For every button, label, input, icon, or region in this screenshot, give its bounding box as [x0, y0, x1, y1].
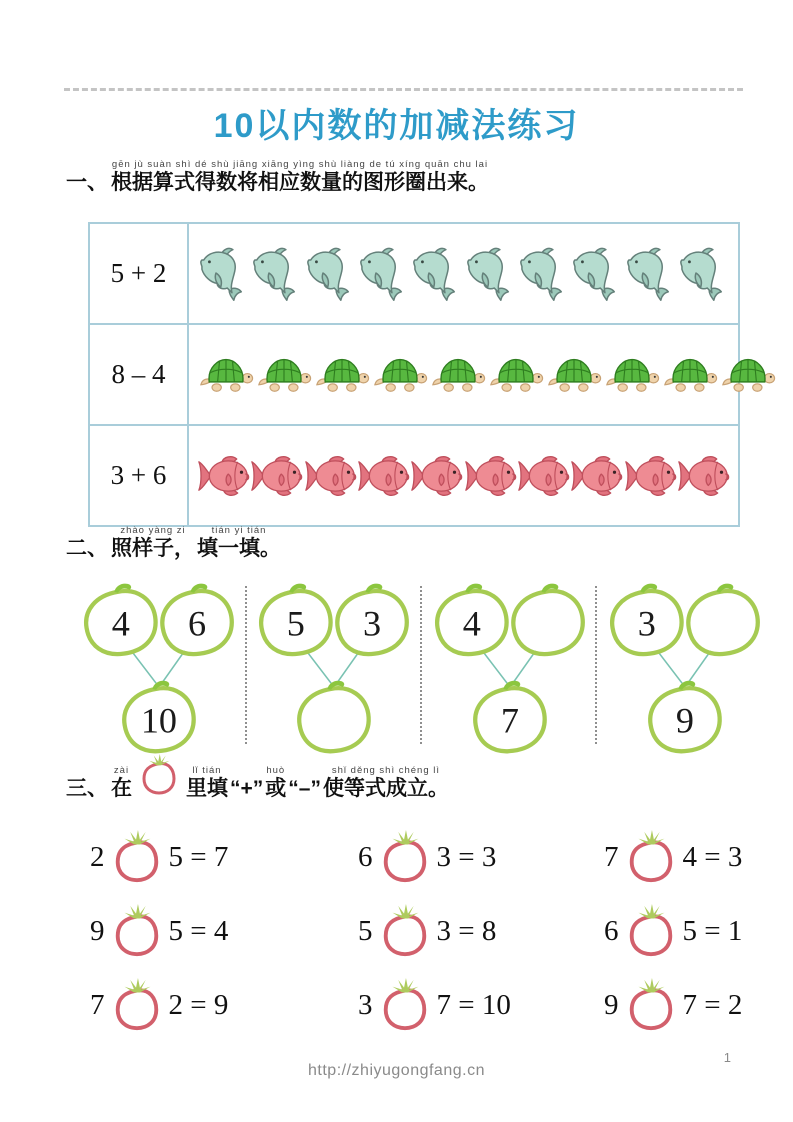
dolphin-icon[interactable] — [570, 244, 623, 304]
equation-left-number: 5 — [358, 914, 373, 947]
turtle-icon[interactable] — [371, 354, 429, 395]
table-row — [90, 224, 738, 323]
number-bond — [604, 578, 764, 756]
equation-left-number: 6 — [604, 914, 619, 947]
dolphin-icon[interactable] — [624, 244, 677, 304]
dolphin-icon[interactable] — [250, 244, 303, 304]
turtle-icon[interactable] — [545, 354, 603, 395]
tomato-operator-slot[interactable] — [624, 830, 678, 884]
svg-text:6: 6 — [188, 603, 207, 644]
tomato-operator-slot — [136, 754, 182, 796]
fish-icon[interactable] — [570, 453, 623, 499]
equations-grid — [90, 820, 743, 1042]
equation-right-part: 5 = 1 — [682, 914, 743, 947]
dolphin-icon[interactable] — [304, 244, 357, 304]
turtle-icon[interactable] — [429, 354, 487, 395]
dotted-divider — [595, 586, 597, 744]
expression-cell: 8 – 4 — [90, 325, 189, 424]
section3-heading — [66, 754, 450, 801]
bond-circle — [437, 584, 506, 655]
section3-part-chengli: shǐ děng shì chéng lì 使等式成立。 — [322, 764, 449, 800]
equation-right-part: 2 = 9 — [168, 988, 229, 1021]
section3-part-huo: huò 或 — [265, 764, 287, 800]
equation — [358, 830, 604, 884]
equation-left-number: 9 — [604, 988, 619, 1021]
animals-cell — [189, 325, 785, 424]
number-bond-group — [429, 578, 589, 761]
section1-pinyin: gēn jù suàn shì dé shù jiāng xiāng yìng shù liàng de tú xíng quān chu lai — [111, 159, 489, 170]
tomato-operator-slot[interactable] — [624, 978, 678, 1032]
dolphin-icon[interactable] — [410, 244, 463, 304]
equation-left-number: 6 — [358, 840, 373, 873]
page-number: 1 — [723, 1050, 731, 1065]
equation — [90, 904, 358, 958]
equation-left-number: 7 — [604, 840, 619, 873]
svg-text:10: 10 — [140, 700, 178, 741]
turtle-icon[interactable] — [661, 354, 719, 395]
equation — [358, 904, 604, 958]
fish-icon[interactable] — [624, 453, 677, 499]
equation-left-number: 9 — [90, 914, 105, 947]
section3-part-zai: zài 在 — [111, 764, 132, 800]
expression-cell: 3 + 6 — [90, 426, 189, 525]
equation — [604, 904, 742, 958]
dolphin-icon[interactable] — [197, 244, 250, 304]
equation — [90, 830, 358, 884]
table-row — [90, 424, 738, 525]
turtle-icon[interactable] — [719, 354, 777, 395]
dolphin-icon[interactable] — [357, 244, 410, 304]
tomato-operator-slot[interactable] — [378, 830, 432, 884]
dolphin-icon[interactable] — [517, 244, 570, 304]
dolphin-icon[interactable] — [677, 244, 730, 304]
bond-circle[interactable] — [300, 681, 369, 752]
equation-right-part: 7 = 2 — [682, 988, 743, 1021]
section2-heading — [66, 524, 282, 561]
tomato-operator-slot[interactable] — [110, 830, 164, 884]
equation-right-part: 7 = 10 — [436, 988, 511, 1021]
number-bond — [253, 578, 413, 756]
turtle-icon[interactable] — [197, 354, 255, 395]
fish-icon[interactable] — [410, 453, 463, 499]
bond-circle — [650, 681, 719, 752]
section2-instruction-part2: tián yi tián 填一填。 — [197, 525, 281, 560]
section1-label: 一、 — [66, 171, 108, 194]
page-title: 10以内数的加减法练习 — [213, 107, 580, 145]
equation — [358, 978, 604, 1032]
bond-circle — [338, 584, 407, 655]
number-bond-group — [253, 578, 413, 761]
bond-circle — [261, 584, 330, 655]
dolphin-icon[interactable] — [464, 244, 517, 304]
dashed-cut-line — [64, 88, 743, 91]
equation-left-number: 3 — [358, 988, 373, 1021]
section1-instruction — [111, 158, 489, 195]
bond-circle — [124, 681, 193, 752]
fish-icon[interactable] — [197, 453, 250, 499]
footer-url: http://zhiyugongfang.cn — [308, 1062, 485, 1079]
svg-text:4: 4 — [111, 603, 130, 644]
equation-left-number: 2 — [90, 840, 105, 873]
section2-label: 二、 — [66, 537, 108, 560]
svg-text:3: 3 — [637, 603, 656, 644]
dotted-divider — [420, 586, 422, 744]
fish-icon[interactable] — [357, 453, 410, 499]
fish-icon[interactable] — [677, 453, 730, 499]
svg-text:7: 7 — [500, 700, 519, 741]
table-row — [90, 323, 738, 424]
tomato-operator-slot[interactable] — [110, 904, 164, 958]
expression-cell: 5 + 2 — [90, 224, 189, 323]
tomato-operator-slot[interactable] — [378, 978, 432, 1032]
turtle-icon[interactable] — [603, 354, 661, 395]
turtle-icon[interactable] — [487, 354, 545, 395]
section3-part-minus: “–” — [288, 776, 321, 800]
equation-right-part: 5 = 4 — [168, 914, 229, 947]
section3-part-litian: lǐ tián 里填 — [186, 764, 228, 800]
turtle-icon[interactable] — [313, 354, 371, 395]
section1-text: 根据算式得数将相应数量的图形圈出来。 — [111, 171, 489, 194]
circle-task-table — [88, 222, 740, 527]
svg-text:4: 4 — [462, 603, 481, 644]
turtle-icon[interactable] — [255, 354, 313, 395]
svg-text:9: 9 — [675, 700, 694, 741]
tomato-icon — [136, 754, 182, 801]
equation — [604, 830, 742, 884]
equation-right-part: 5 = 7 — [168, 840, 229, 873]
bond-circle[interactable] — [513, 584, 582, 655]
number-bonds-area — [78, 578, 764, 761]
fish-icon[interactable] — [517, 453, 570, 499]
equation — [90, 978, 358, 1032]
animals-cell — [189, 224, 738, 323]
number-bond — [78, 578, 238, 756]
equation-right-part: 3 = 3 — [436, 840, 497, 873]
bond-circle — [612, 584, 681, 655]
equation — [604, 978, 742, 1032]
number-bond-group — [604, 578, 764, 761]
bond-circle[interactable] — [688, 584, 757, 655]
tomato-operator-slot[interactable] — [378, 904, 432, 958]
equation-left-number: 7 — [90, 988, 105, 1021]
section3-label: 三、 — [66, 776, 108, 800]
tomato-operator-slot[interactable] — [624, 904, 678, 958]
fish-icon[interactable] — [304, 453, 357, 499]
number-bond-group — [78, 578, 238, 761]
animals-cell — [189, 426, 738, 525]
section1-heading — [66, 158, 490, 195]
bond-circle — [86, 584, 155, 655]
fish-icon[interactable] — [250, 453, 303, 499]
dotted-divider — [245, 586, 247, 744]
section3-part-plus: “+” — [230, 776, 264, 800]
equation-right-part: 3 = 8 — [436, 914, 497, 947]
svg-text:5: 5 — [287, 603, 306, 644]
fish-icon[interactable] — [464, 453, 517, 499]
section2-instruction-part1: zhào yàng zi 照样子， — [111, 525, 195, 560]
number-bond — [429, 578, 589, 756]
tomato-operator-slot[interactable] — [110, 978, 164, 1032]
bond-circle — [162, 584, 231, 655]
bond-circle — [475, 681, 544, 752]
svg-text:3: 3 — [363, 603, 382, 644]
equation-right-part: 4 = 3 — [682, 840, 743, 873]
